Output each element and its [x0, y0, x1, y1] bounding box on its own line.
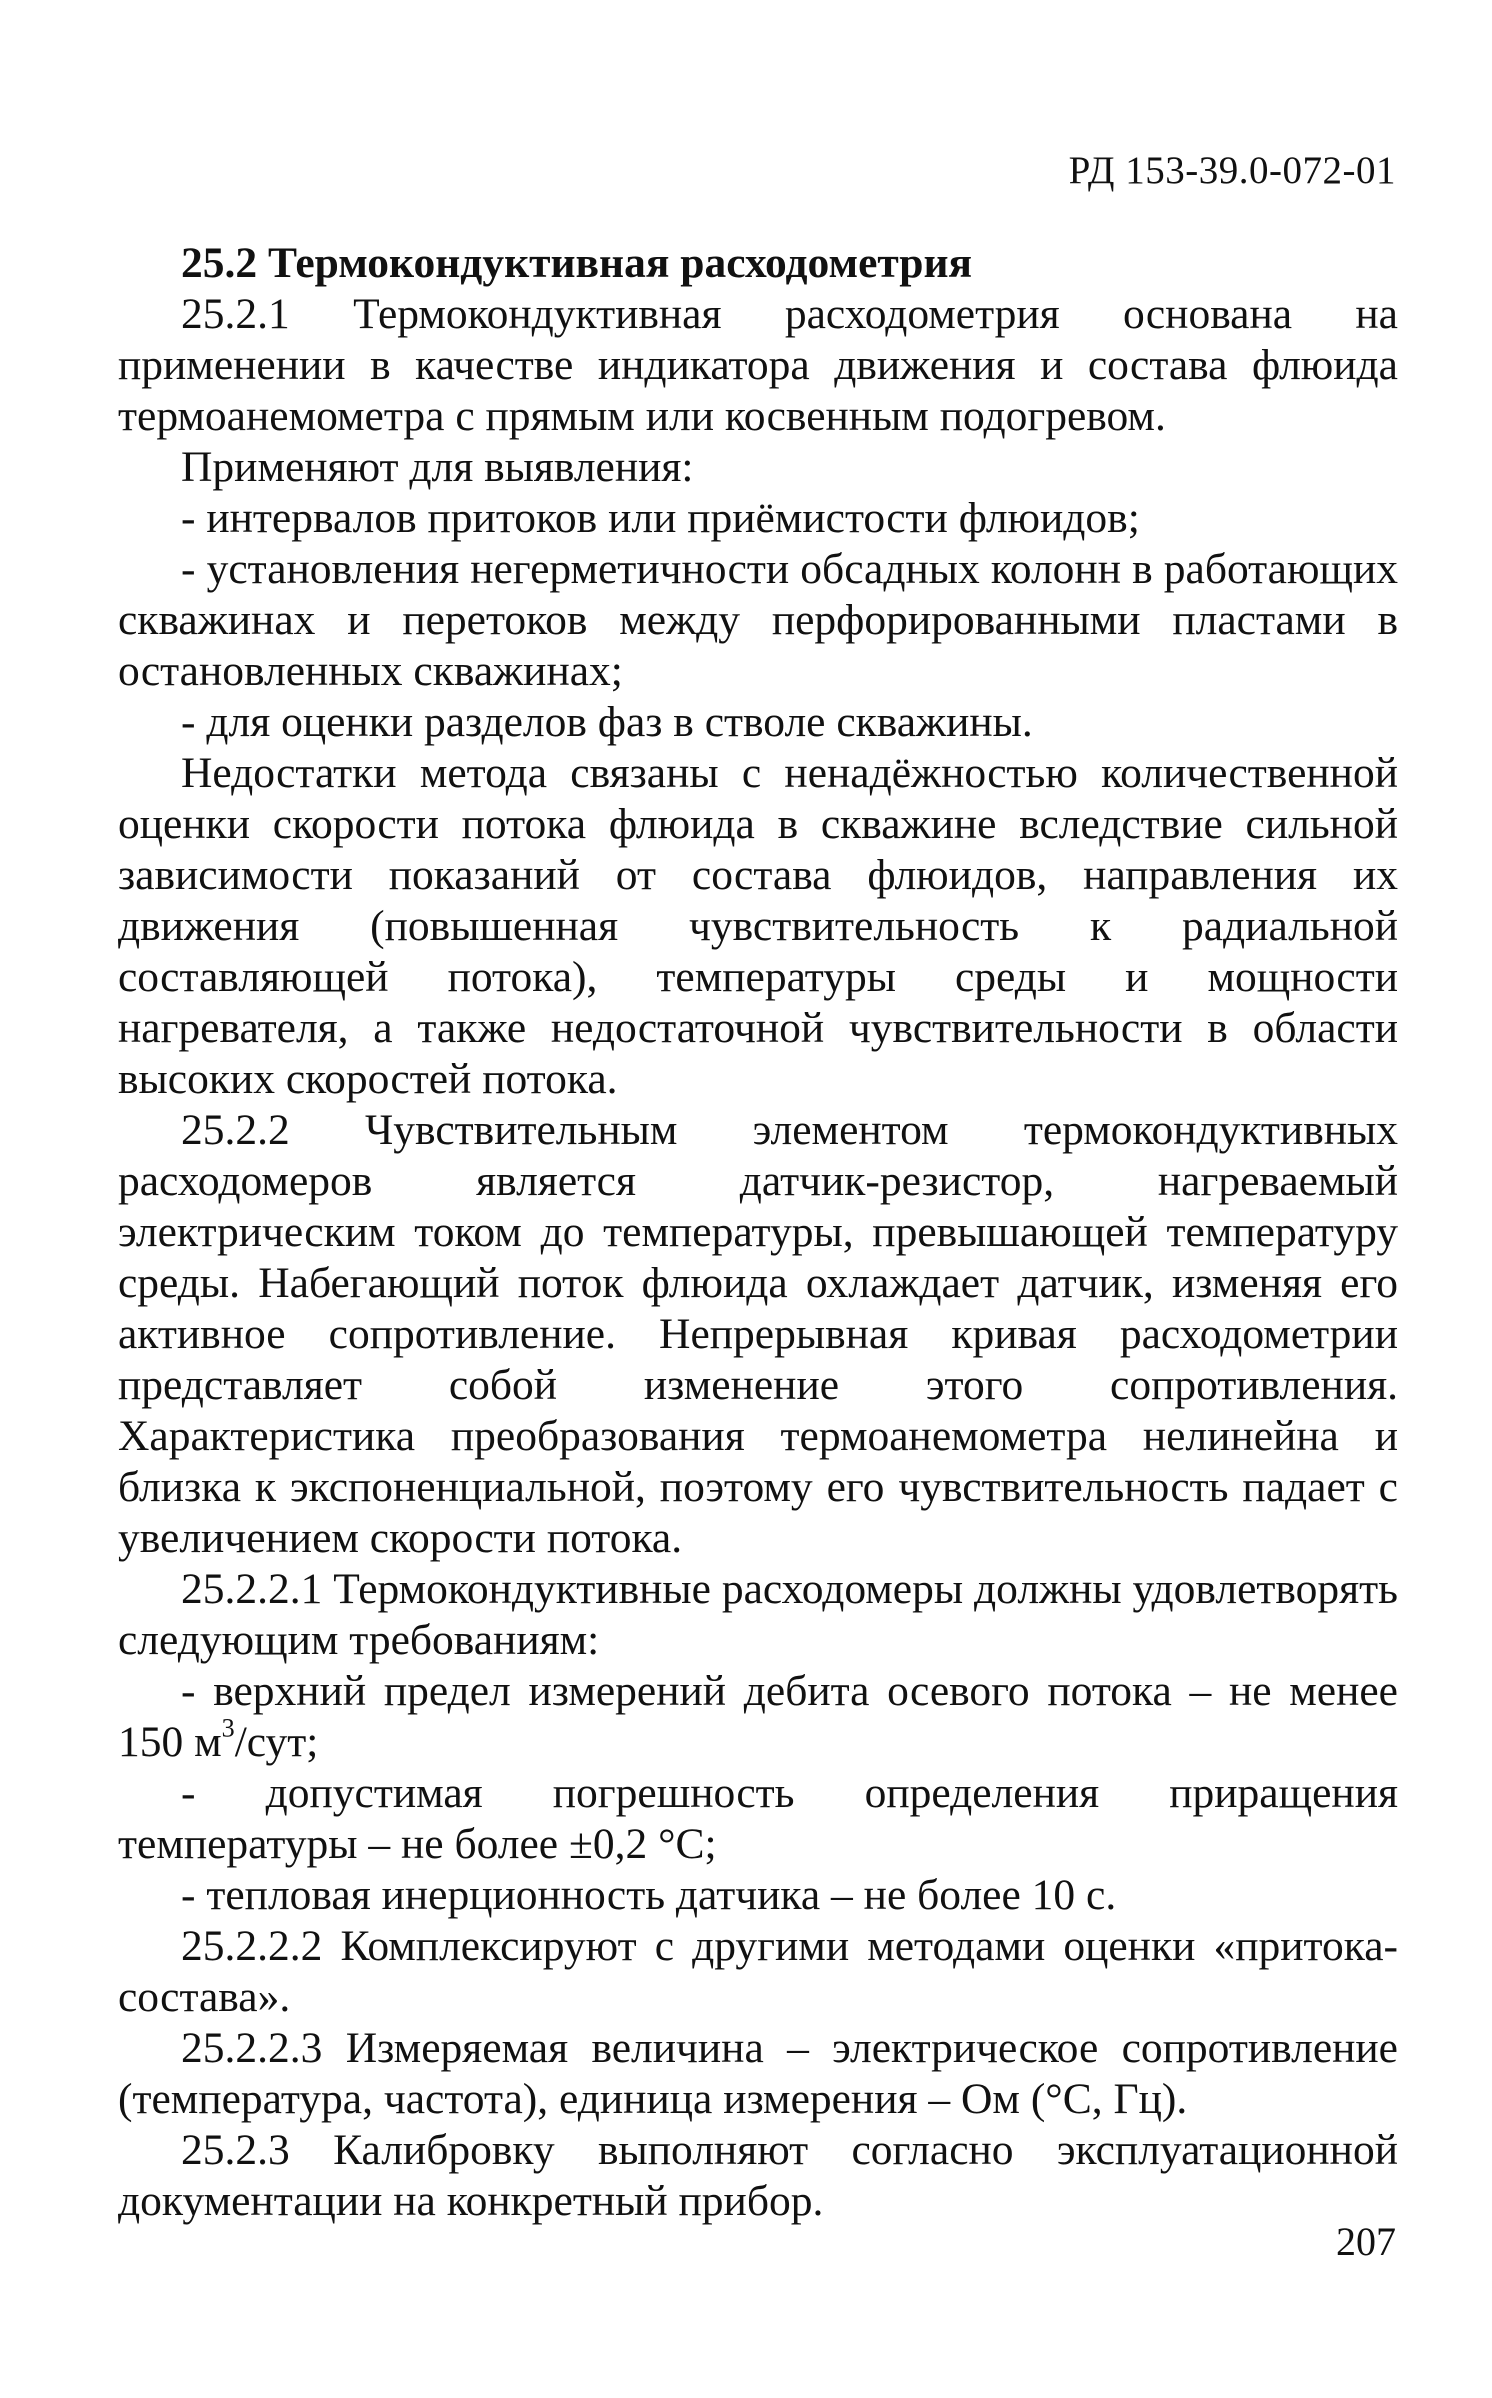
list-item-thermal-inertia: - тепловая инерционность датчика – не более 10 с.	[181, 1871, 1117, 1919]
flow-rate-text: - верхний предел измерений дебита осевого потока – не менее 150 м	[118, 1667, 1398, 1766]
flow-rate-superscript: 3	[221, 1713, 235, 1743]
paragraph-25-2-1: 25.2.1 Термокондуктивная расходометрия основана на применении в качестве индикатора движения и состава флюида термоанемометра с прямым или косвенным подогревом.	[118, 290, 1398, 440]
section-heading: 25.2 Термокондуктивная расходометрия	[181, 239, 973, 287]
flow-rate-unit: /сут;	[234, 1718, 319, 1766]
paragraph-applications-intro: Применяют для выявления:	[181, 443, 694, 491]
paragraph-25-2-2: 25.2.2 Чувствительным элементом термокондуктивных расходомеров является датчик-резистор, нагреваемый электрическим током до температуры, превышающей температуру среды. Набегающий поток флюида охлаждает датчик, изменяя его активное сопротивление. Непрерывная кривая расходометрии представляет собой изменение этого сопротивления. Характеристика преобразования термоанемометра нелинейна и близка к экспоненциальной, поэтому его чувствительность падает с увеличением скорости потока.	[118, 1106, 1398, 1562]
list-item-temperature-error: - допустимая погрешность определения приращения температуры – не более ±0,2 °С;	[118, 1769, 1398, 1868]
list-item-phase-boundaries: - для оценки разделов фаз в стволе скважины.	[181, 698, 1033, 746]
paragraph-25-2-2-3: 25.2.2.3 Измеряемая величина – электрическое сопротивление (температура, частота), единица измерения – Ом (°С, Гц).	[118, 2024, 1398, 2123]
document-code-header: РД 153-39.0-072-01	[1068, 149, 1396, 192]
page-number: 207	[1336, 2219, 1396, 2264]
document-body	[118, 238, 1398, 2227]
paragraph-method-drawbacks: Недостатки метода связаны с ненадёжностью количественной оценки скорости потока флюида в скважине вследствие сильной зависимости показаний от состава флюидов, направления их движения (повышенная чувствительность к радиальной составляющей потока), температуры среды и мощности нагревателя, а также недостаточной чувствительности в области высоких скоростей потока.	[118, 749, 1398, 1103]
paragraph-25-2-2-2: 25.2.2.2 Комплексируют с другими методами оценки «притока-состава».	[118, 1922, 1398, 2021]
paragraph-25-2-3: 25.2.3 Калибровку выполняют согласно эксплуатационной документации на конкретный прибор.	[118, 2126, 1398, 2225]
list-item-casing-leaks: - установления негерметичности обсадных колонн в работающих скважинах и перетоков между перфорированными пластами в остановленных скважинах;	[118, 545, 1398, 695]
paragraph-25-2-2-1: 25.2.2.1 Термокондуктивные расходомеры должны удовлетворять следующим требованиям:	[118, 1565, 1398, 1664]
list-item-flow-rate-limit	[118, 1666, 1398, 1768]
list-item-inflow-intervals: - интервалов притоков или приёмистости флюидов;	[181, 494, 1140, 542]
